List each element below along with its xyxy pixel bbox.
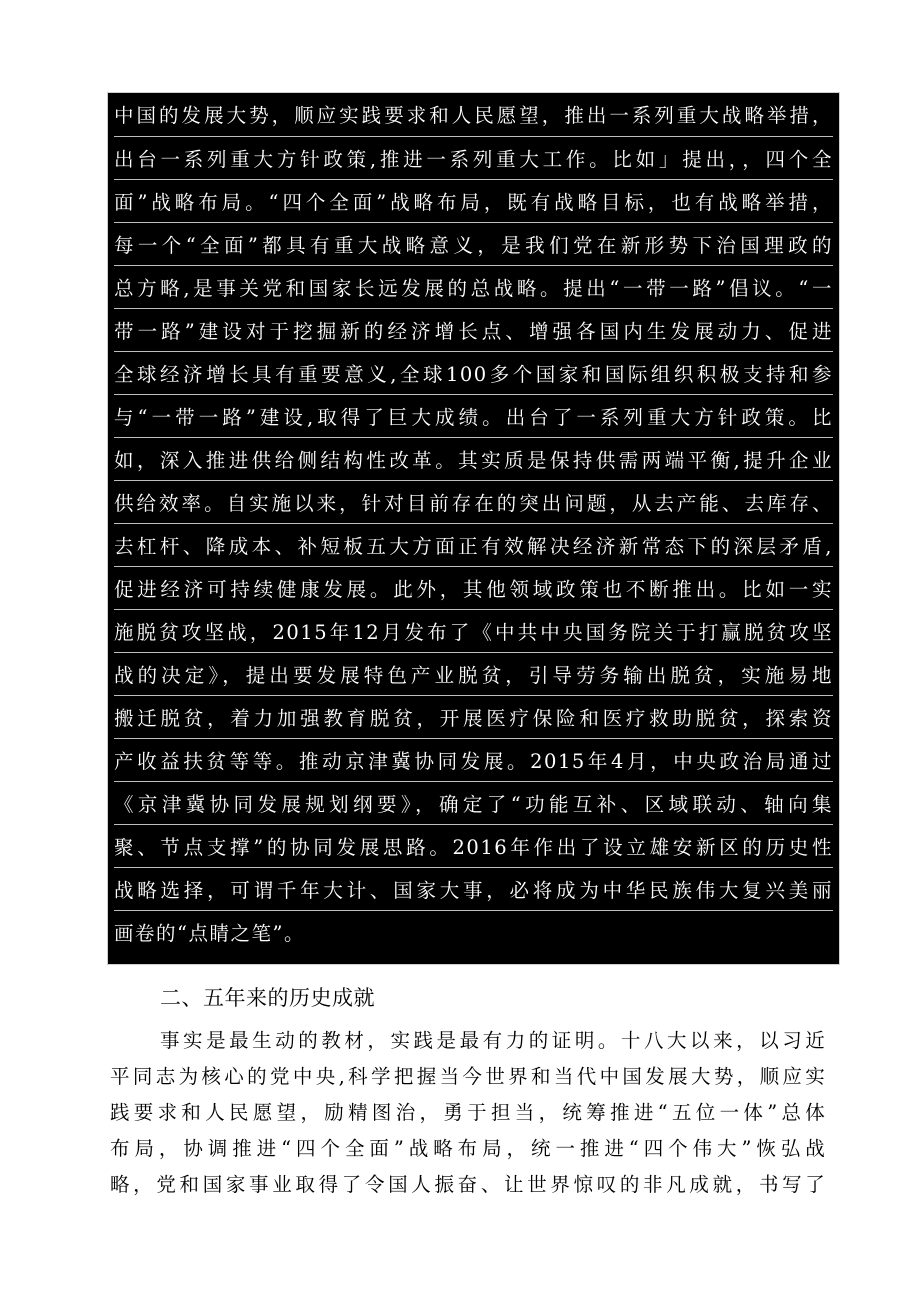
boxed-line: 搬迁脱贫，着力加强教育脱贫，开展医疗保险和医疗救助脱贫，探索资 (114, 695, 833, 738)
boxed-line: 中国的发展大势，顺应实践要求和人民愿望，推出一系列重大战略举措， (114, 104, 833, 127)
boxed-line: 去杠杆、降成本、补短板五大方面正有效解决经济新常态下的深层矛盾, (114, 523, 833, 566)
boxed-line: 施脱贫攻坚战，2015年12月发布了《中共中央国务院关于打赢脱贫攻坚 (114, 609, 833, 652)
paragraph-line: 平同志为核心的党中央,科学把握当今世界和当代中国发展大势，顺应实 (110, 1065, 826, 1088)
boxed-line: 每一个“全面”都具有重大战略意义，是我们党在新形势下治国理政的 (114, 222, 833, 265)
boxed-line: 面”战略布局。“四个全面”战略布局，既有战略目标，也有战略举措， (114, 179, 833, 222)
boxed-line: 供给效率。自实施以来，针对目前存在的突出问题，从去产能、去库存、 (114, 480, 833, 523)
paragraph-line: 践要求和人民愿望，励精图治，勇于担当，统筹推进“五位一体”总体 (110, 1101, 826, 1124)
boxed-line: 与“一带一路”建设,取得了巨大成绩。出台了一系列重大方针政策。比 (114, 394, 833, 437)
boxed-line: 《京津冀协同发展规划纲要》，确定了“功能互补、区域联动、轴向集 (114, 781, 833, 824)
boxed-line: 出台一系列重大方针政策,推进一系列重大工作。比如」提出，，四个全 (114, 136, 833, 179)
boxed-line: 如，深入推进供给侧结构性改革。其实质是保持供需两端平衡,提升企业 (114, 437, 833, 480)
highlighted-text-block (107, 92, 840, 965)
boxed-line: 促进经济可持续健康发展。此外，其他领域政策也不断推出。比如一实 (114, 566, 833, 609)
paragraph-line: 略，党和国家事业取得了令国人振奋、让世界惊叹的非凡成就，书写了 (110, 1173, 826, 1196)
boxed-line: 全球经济增长具有重要意义,全球100多个国家和国际组织积极支持和参 (114, 351, 833, 394)
paragraph-line: 事实是最生动的教材，实践是最有力的证明。十八大以来，以习近 (160, 1029, 826, 1052)
boxed-line: 聚、节点支撑”的协同发展思路。2016年作出了设立雄安新区的历史性 (114, 824, 833, 867)
paragraph-line: 布局，协调推进“四个全面”战略布局，统一推进“四个伟大”恢弘战 (110, 1137, 826, 1160)
boxed-line: 战的决定》，提出要发展特色产业脱贫，引导劳务输出脱贫，实施易地 (114, 652, 833, 695)
boxed-line: 产收益扶贫等等。推动京津冀协同发展。2015年4月，中央政治局通过 (114, 738, 833, 781)
boxed-line: 战略选择，可谓千年大计、国家大事，必将成为中华民族伟大复兴美丽 (114, 867, 833, 910)
boxed-line: 总方略,是事关党和国家长远发展的总战略。提出“一带一路”倡议。“一 (114, 265, 833, 308)
boxed-line: 带一路”建设对于挖掘新的经济增长点、增强各国内生发展动力、促进 (114, 308, 833, 351)
section-heading: 二、五年来的历史成就 (160, 986, 375, 1010)
boxed-line: 画卷的“点睛之笔”。 (114, 910, 833, 953)
